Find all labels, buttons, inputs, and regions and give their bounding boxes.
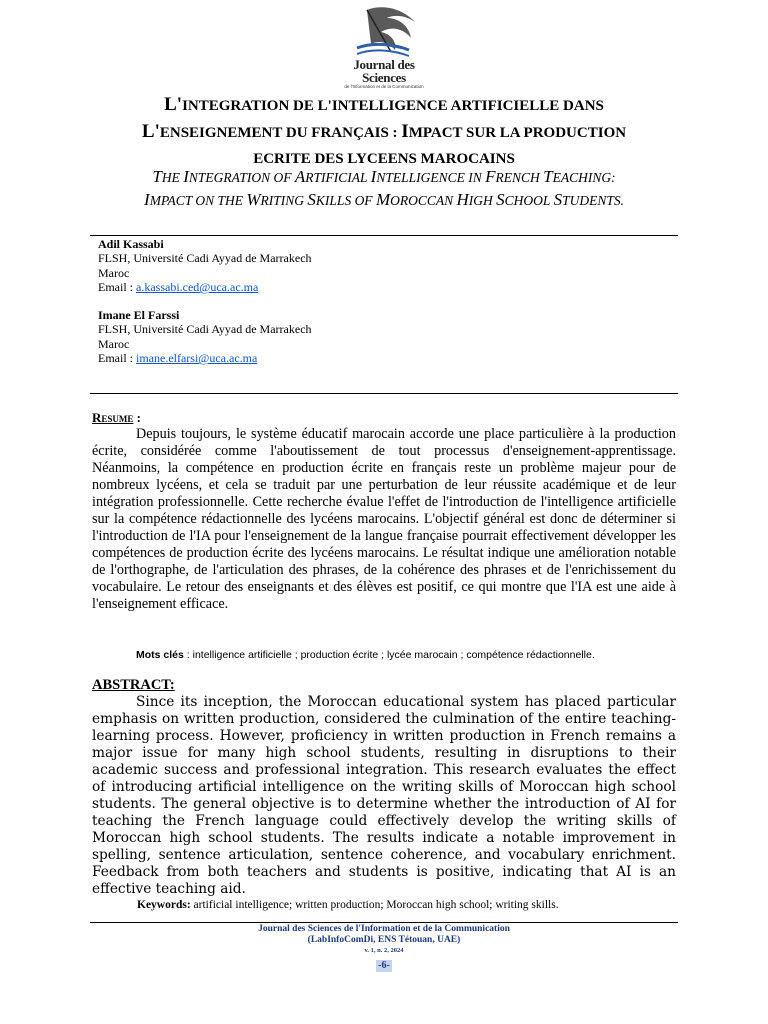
title-en-cap: T <box>543 167 553 186</box>
author-email-link[interactable]: a.kassabi.ced@uca.ac.ma <box>136 279 259 294</box>
journal-logo <box>334 2 434 89</box>
title-fr-line3: ECRITE DES LYCEENS MAROCAINS <box>253 151 515 167</box>
title-en-cap: A <box>294 167 306 186</box>
divider-bottom <box>90 393 678 394</box>
author-country: Maroc <box>98 336 130 351</box>
resume-heading-text: Resume <box>92 410 134 425</box>
divider-top <box>90 235 678 236</box>
quill-logo-icon <box>347 2 421 60</box>
resume-heading <box>92 410 676 426</box>
title-en-cap: I <box>370 167 377 186</box>
author-email-link[interactable]: imane.elfarsi@uca.ac.ma <box>136 351 258 366</box>
title-fr-line2b: MPACT SUR LA PRODUCTION <box>408 125 627 141</box>
title-en-cap: S <box>496 190 505 209</box>
title-fr-cap: I <box>401 121 409 142</box>
mots-cles-text: : intelligence artificielle ; production écrite ; lycée marocain ; compétence rédactionnelle. <box>183 649 595 661</box>
title-english <box>90 166 678 212</box>
title-en-part: TUDENTS. <box>562 193 624 208</box>
abstract-body: Since its inception, the Moroccan educational system has placed particular emphasis on written production, considered the culmination of the entire teaching-learning process. However, proficiency in written production in French remains a major issue for many high school students, resulting in disruptions to their academic success and professional integration. This research evaluates the effect of introducing artificial intelligence on the writing skills of Moroccan high school students. The general objective is to determine whether the introduction of AI for teaching the French language could effectively develop the writing skills of Moroccan high school students. The results indicate a notable improvement in spelling, sentence articulation, sentence coherence, and vocabulary enrichment. Feedback from both teachers and students is positive, indicating that AI is an effective teaching aid. <box>92 694 676 897</box>
keywords <box>137 899 682 911</box>
divider-footer <box>90 922 678 923</box>
logo-journal-name: Journal des Sciences <box>353 57 415 85</box>
title-en-cap: I <box>144 190 150 209</box>
email-label: Email : <box>98 351 136 366</box>
author-name: Adil Kassabi <box>98 237 164 251</box>
resume-body: Depuis toujours, le système éducatif marocain accorde une place particulière à la production écrite, considérée comme l'aboutissement de tout processus d'enseignement-apprentissage. Néanmoins, la compétence en production écrite en français reste un problème majeur pour de nombreux lycéens, et cela se traduit par une perturbation de leur réussite académique et de leur intégration professionnelle. Cette recherche évalue l'effet de l'introduction de l'intelligence artificielle sur la compétence rédactionnelle des lycéens marocains. L'objectif général est donc de déterminer si l'introduction de l'IA pour l'enseignement de la langue française pourrait effectivement développer les compétences de production écrite des lycéens marocains. Le résultat indique une amélioration notable de l'orthographe, de l'articulation des phrases, de la cohérence des phrases et de l'enrichissement du vocabulaire. Le retour des enseignants et des élèves est positif, ce qui montre que l'IA est une aide à l'enseignement efficace. <box>92 426 676 612</box>
keywords-label: Keywords: <box>137 899 191 911</box>
title-en-cap: S <box>553 190 563 209</box>
author-entry <box>98 237 598 294</box>
title-fr-line1: INTEGRATION DE L'INTELLIGENCE ARTIFICIELLE DANS <box>182 98 604 114</box>
author-entry <box>98 308 598 365</box>
title-en-part: IGH <box>468 193 497 208</box>
title-en-part: CHOOL <box>504 193 554 208</box>
footer-volume: v. 1, n. 2, 2024 <box>364 947 404 954</box>
title-en-part: RENCH <box>495 170 544 185</box>
page-footer <box>90 924 678 973</box>
keywords-text: artificial intelligence; written production; Moroccan high school; writing skills. <box>190 899 559 911</box>
author-affiliation: FLSH, Université Cadi Ayyad de Marrakech <box>98 322 312 337</box>
title-en-cap: W <box>246 190 261 209</box>
title-en-cap: F <box>485 167 496 186</box>
title-french <box>90 92 678 172</box>
title-en-part: RITING <box>260 193 308 208</box>
mots-cles <box>136 649 681 661</box>
logo-journal-subtitle: de l'Information et de la Communication <box>344 84 424 89</box>
footer-institution: (LabInfoComDi, ENS Tétouan, UAE) <box>307 935 461 945</box>
title-en-part: OROCCAN <box>390 193 457 208</box>
author-affiliation: FLSH, Université Cadi Ayyad de Marrakech <box>98 251 312 266</box>
title-en-part: MPACT ON THE <box>149 193 247 208</box>
title-en-cap: T <box>152 167 162 186</box>
resume-colon: : <box>133 410 141 425</box>
title-en-cap: M <box>375 190 391 209</box>
title-en-part: EACHING: <box>552 170 616 185</box>
footer-journal: Journal des Sciences de l'Information et de la Communication <box>258 924 510 934</box>
page-number: -6- <box>378 960 390 971</box>
title-en-part: KILLS OF <box>315 193 376 208</box>
abstract-heading: ABSTRACT: <box>92 677 175 693</box>
title-en-cap: H <box>456 190 469 209</box>
title-fr-cap: L' <box>141 121 160 142</box>
mots-cles-label: Mots clés <box>136 649 184 661</box>
title-en-part: NTELLIGENCE IN <box>376 170 486 185</box>
title-en-part: RTIFICIAL <box>305 170 371 185</box>
title-en-part: NTEGRATION OF <box>188 170 295 185</box>
title-en-cap: I <box>183 167 189 186</box>
title-en-part: HE <box>161 170 184 185</box>
title-en-cap: S <box>307 190 316 209</box>
author-name: Imane El Farssi <box>98 308 180 323</box>
author-country: Maroc <box>98 265 130 280</box>
title-fr-line2a: ENSEIGNEMENT DU FRANÇAIS : <box>159 125 402 141</box>
email-label: Email : <box>98 279 136 294</box>
authors-block <box>98 237 598 379</box>
title-fr-cap: L' <box>164 94 183 115</box>
